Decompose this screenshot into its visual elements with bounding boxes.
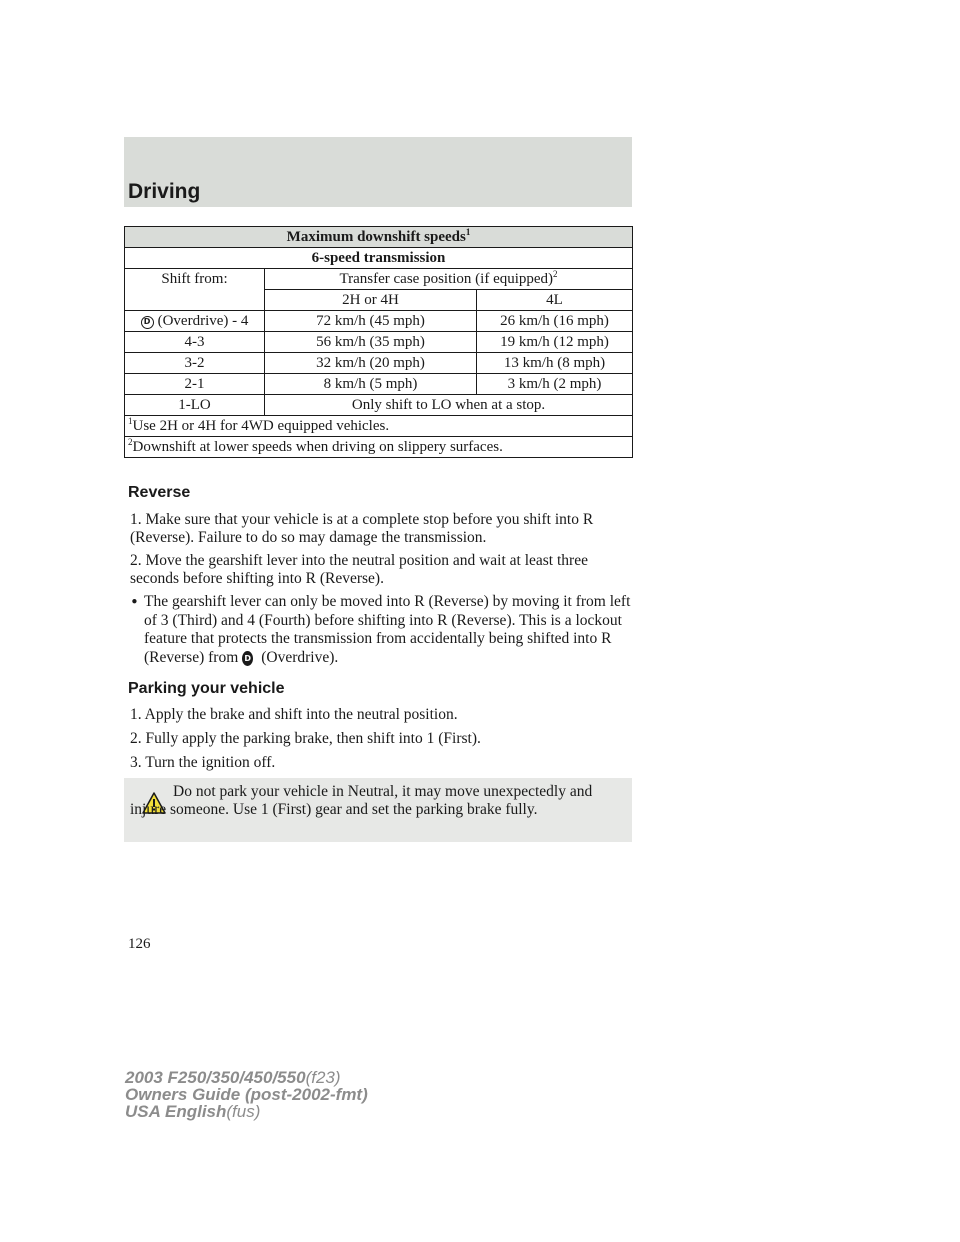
table-subtitle: 6-speed transmission bbox=[125, 248, 633, 269]
speed-4l-cell: 19 km/h (12 mph) bbox=[477, 332, 633, 353]
section-title: Driving bbox=[128, 180, 201, 203]
parking-step-2: 2. Fully apply the parking brake, then shift into 1 (First). bbox=[130, 730, 481, 747]
shift-cell: 2-1 bbox=[125, 374, 265, 395]
speed-2h4h-cell: 56 km/h (35 mph) bbox=[265, 332, 477, 353]
column-4l: 4L bbox=[477, 290, 633, 311]
parking-step-3: 3. Turn the ignition off. bbox=[130, 754, 276, 771]
footnote-row bbox=[125, 416, 633, 437]
footnote-row bbox=[125, 437, 633, 458]
shift-cell: 4-3 bbox=[125, 332, 265, 353]
overdrive-d-icon: D bbox=[141, 316, 154, 329]
table-row bbox=[125, 374, 633, 395]
table-title-row bbox=[125, 227, 633, 248]
reverse-lockout-note: The gearshift lever can only be moved into R (Reverse) by moving it from left of 3 (Third) and 4 (Fourth) before shifting into R (Reverse). This is a lockout feature that protects the transmission from accidentally being shifted into R (Reverse) from D (Overdrive). bbox=[144, 593, 631, 666]
shift-from-header: Shift from: bbox=[125, 269, 265, 311]
table-title: Maximum downshift speeds$^1$ bbox=[125, 227, 633, 248]
speed-4l-cell: 13 km/h (8 mph) bbox=[477, 353, 633, 374]
shift-cell: D (Overdrive) - 4 bbox=[125, 311, 265, 332]
reverse-heading: Reverse bbox=[128, 484, 191, 501]
footer-line-1: 2003 F250/350/450/550(f23) bbox=[125, 1068, 341, 1087]
lo-note-cell: Only shift to LO when at a stop. bbox=[265, 395, 633, 416]
footer-line-3: USA English(fus) bbox=[125, 1102, 261, 1121]
column-2h-4h: 2H or 4H bbox=[265, 290, 477, 311]
footnote-2: $^2$Downshift at lower speeds when driving on slippery surfaces. bbox=[125, 437, 633, 458]
parking-heading: Parking your vehicle bbox=[128, 680, 285, 697]
speed-4l-cell: 26 km/h (16 mph) bbox=[477, 311, 633, 332]
speed-4l-cell: 3 km/h (2 mph) bbox=[477, 374, 633, 395]
reverse-step-2: 2. Move the gearshift lever into the neutral position and wait at least three seconds before shifting into R (Reverse). bbox=[130, 552, 588, 587]
downshift-speeds-table bbox=[124, 226, 633, 458]
table-row bbox=[125, 332, 633, 353]
reverse-step-1: 1. Make sure that your vehicle is at a complete stop before you shift into R (Reverse). Failure to do so may damage the transmission. bbox=[130, 511, 594, 546]
parking-step-1: 1. Apply the brake and shift into the neutral position. bbox=[130, 706, 458, 723]
overdrive-d-icon: D bbox=[242, 651, 253, 666]
speed-2h4h-cell: 8 km/h (5 mph) bbox=[265, 374, 477, 395]
transfer-case-header: Transfer case position (if equipped)$^2$ bbox=[265, 269, 633, 290]
warning-text: Do not park your vehicle in Neutral, it may move unexpectedly and injure someone. Use 1 (First) gear and set the parking brake fully. bbox=[130, 783, 593, 818]
table-header-row bbox=[125, 269, 633, 290]
document-footer bbox=[125, 1069, 368, 1120]
shift-cell: 1-LO bbox=[125, 395, 265, 416]
page-number: 126 bbox=[128, 936, 151, 952]
table-row bbox=[125, 353, 633, 374]
table-subtitle-row bbox=[125, 248, 633, 269]
shift-cell: 3-2 bbox=[125, 353, 265, 374]
bullet-marker: • bbox=[130, 593, 139, 611]
speed-2h4h-cell: 72 km/h (45 mph) bbox=[265, 311, 477, 332]
speed-2h4h-cell: 32 km/h (20 mph) bbox=[265, 353, 477, 374]
footer-line-2: Owners Guide (post-2002-fmt) bbox=[125, 1085, 368, 1104]
footnote-1: $^1$Use 2H or 4H for 4WD equipped vehicles. bbox=[125, 416, 633, 437]
table-row bbox=[125, 311, 633, 332]
table-row bbox=[125, 395, 633, 416]
